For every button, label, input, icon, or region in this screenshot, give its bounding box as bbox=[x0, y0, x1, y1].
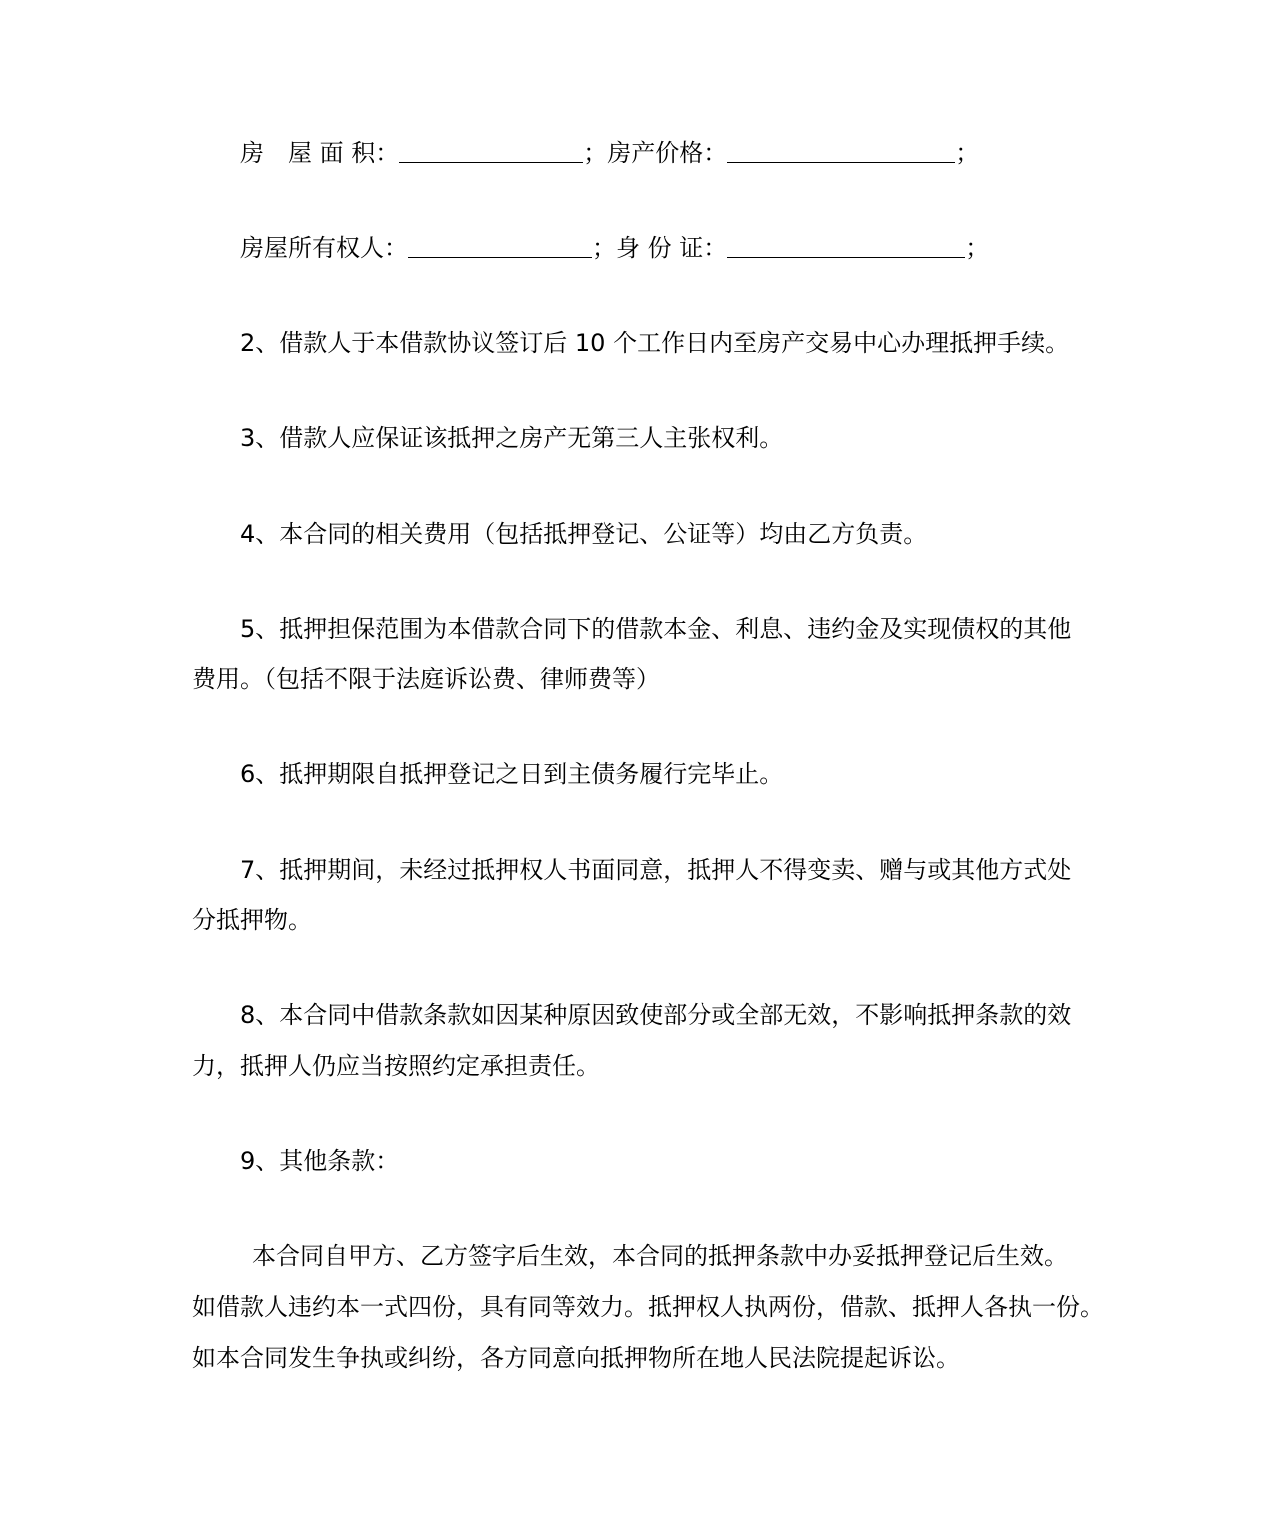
final-paragraph-line-1: 本合同自甲方、乙方签字后生效，本合同的抵押条款中办妥抵押登记后生效。 bbox=[252, 1242, 1068, 1270]
house-owner-blank bbox=[408, 231, 592, 258]
separator: ； bbox=[592, 234, 616, 262]
clause-8-line-1: 8、本合同中借款条款如因某种原因致使部分或全部无效，不影响抵押条款的效 bbox=[240, 1001, 1072, 1029]
clause-2: 2、借款人于本借款协议签订后 10 个工作日内至房产交易中心办理抵押手续。 bbox=[240, 329, 1070, 357]
clause-5-line-2: 费用。（包括不限于法庭诉讼费、律师费等） bbox=[192, 665, 660, 693]
house-owner-id-row bbox=[192, 223, 1140, 273]
clause-8-line-2: 力，抵押人仍应当按照约定承担责任。 bbox=[192, 1052, 600, 1080]
id-card-label: 身 份 证： bbox=[616, 234, 728, 262]
clause-7-line-2: 分抵押物。 bbox=[192, 906, 312, 934]
house-area-blank bbox=[399, 136, 583, 163]
id-card-blank bbox=[727, 231, 965, 258]
final-paragraph-line-3: 如本合同发生争执或纠纷，各方同意向抵押物所在地人民法院提起诉讼。 bbox=[192, 1344, 960, 1372]
house-price-label: 房产价格： bbox=[607, 139, 728, 167]
house-price-blank bbox=[727, 136, 955, 163]
clause-5-line-1: 5、抵押担保范围为本借款合同下的借款本金、利息、违约金及实现债权的其他 bbox=[240, 615, 1072, 643]
separator: ； bbox=[583, 139, 608, 167]
clause-9: 9、其他条款： bbox=[240, 1147, 400, 1175]
clause-6: 6、抵押期限自抵押登记之日到主债务履行完毕止。 bbox=[240, 760, 784, 788]
row-end: ； bbox=[955, 139, 980, 167]
clause-3: 3、借款人应保证该抵押之房产无第三人主张权利。 bbox=[240, 424, 784, 452]
final-paragraph-line-2: 如借款人违约本一式四份，具有同等效力。抵押权人执两份，借款、抵押人各执一份。 bbox=[192, 1293, 1104, 1321]
clause-7-line-1: 7、抵押期间，未经过抵押权人书面同意，抵押人不得变卖、赠与或其他方式处 bbox=[240, 856, 1072, 884]
clause-4: 4、本合同的相关费用（包括抵押登记、公证等）均由乙方负责。 bbox=[240, 520, 928, 548]
row-end: ； bbox=[965, 234, 990, 262]
house-owner-label: 房屋所有权人： bbox=[240, 234, 408, 262]
house-area-price-row bbox=[192, 128, 1140, 178]
house-area-label: 房 屋 面 积： bbox=[240, 139, 400, 167]
